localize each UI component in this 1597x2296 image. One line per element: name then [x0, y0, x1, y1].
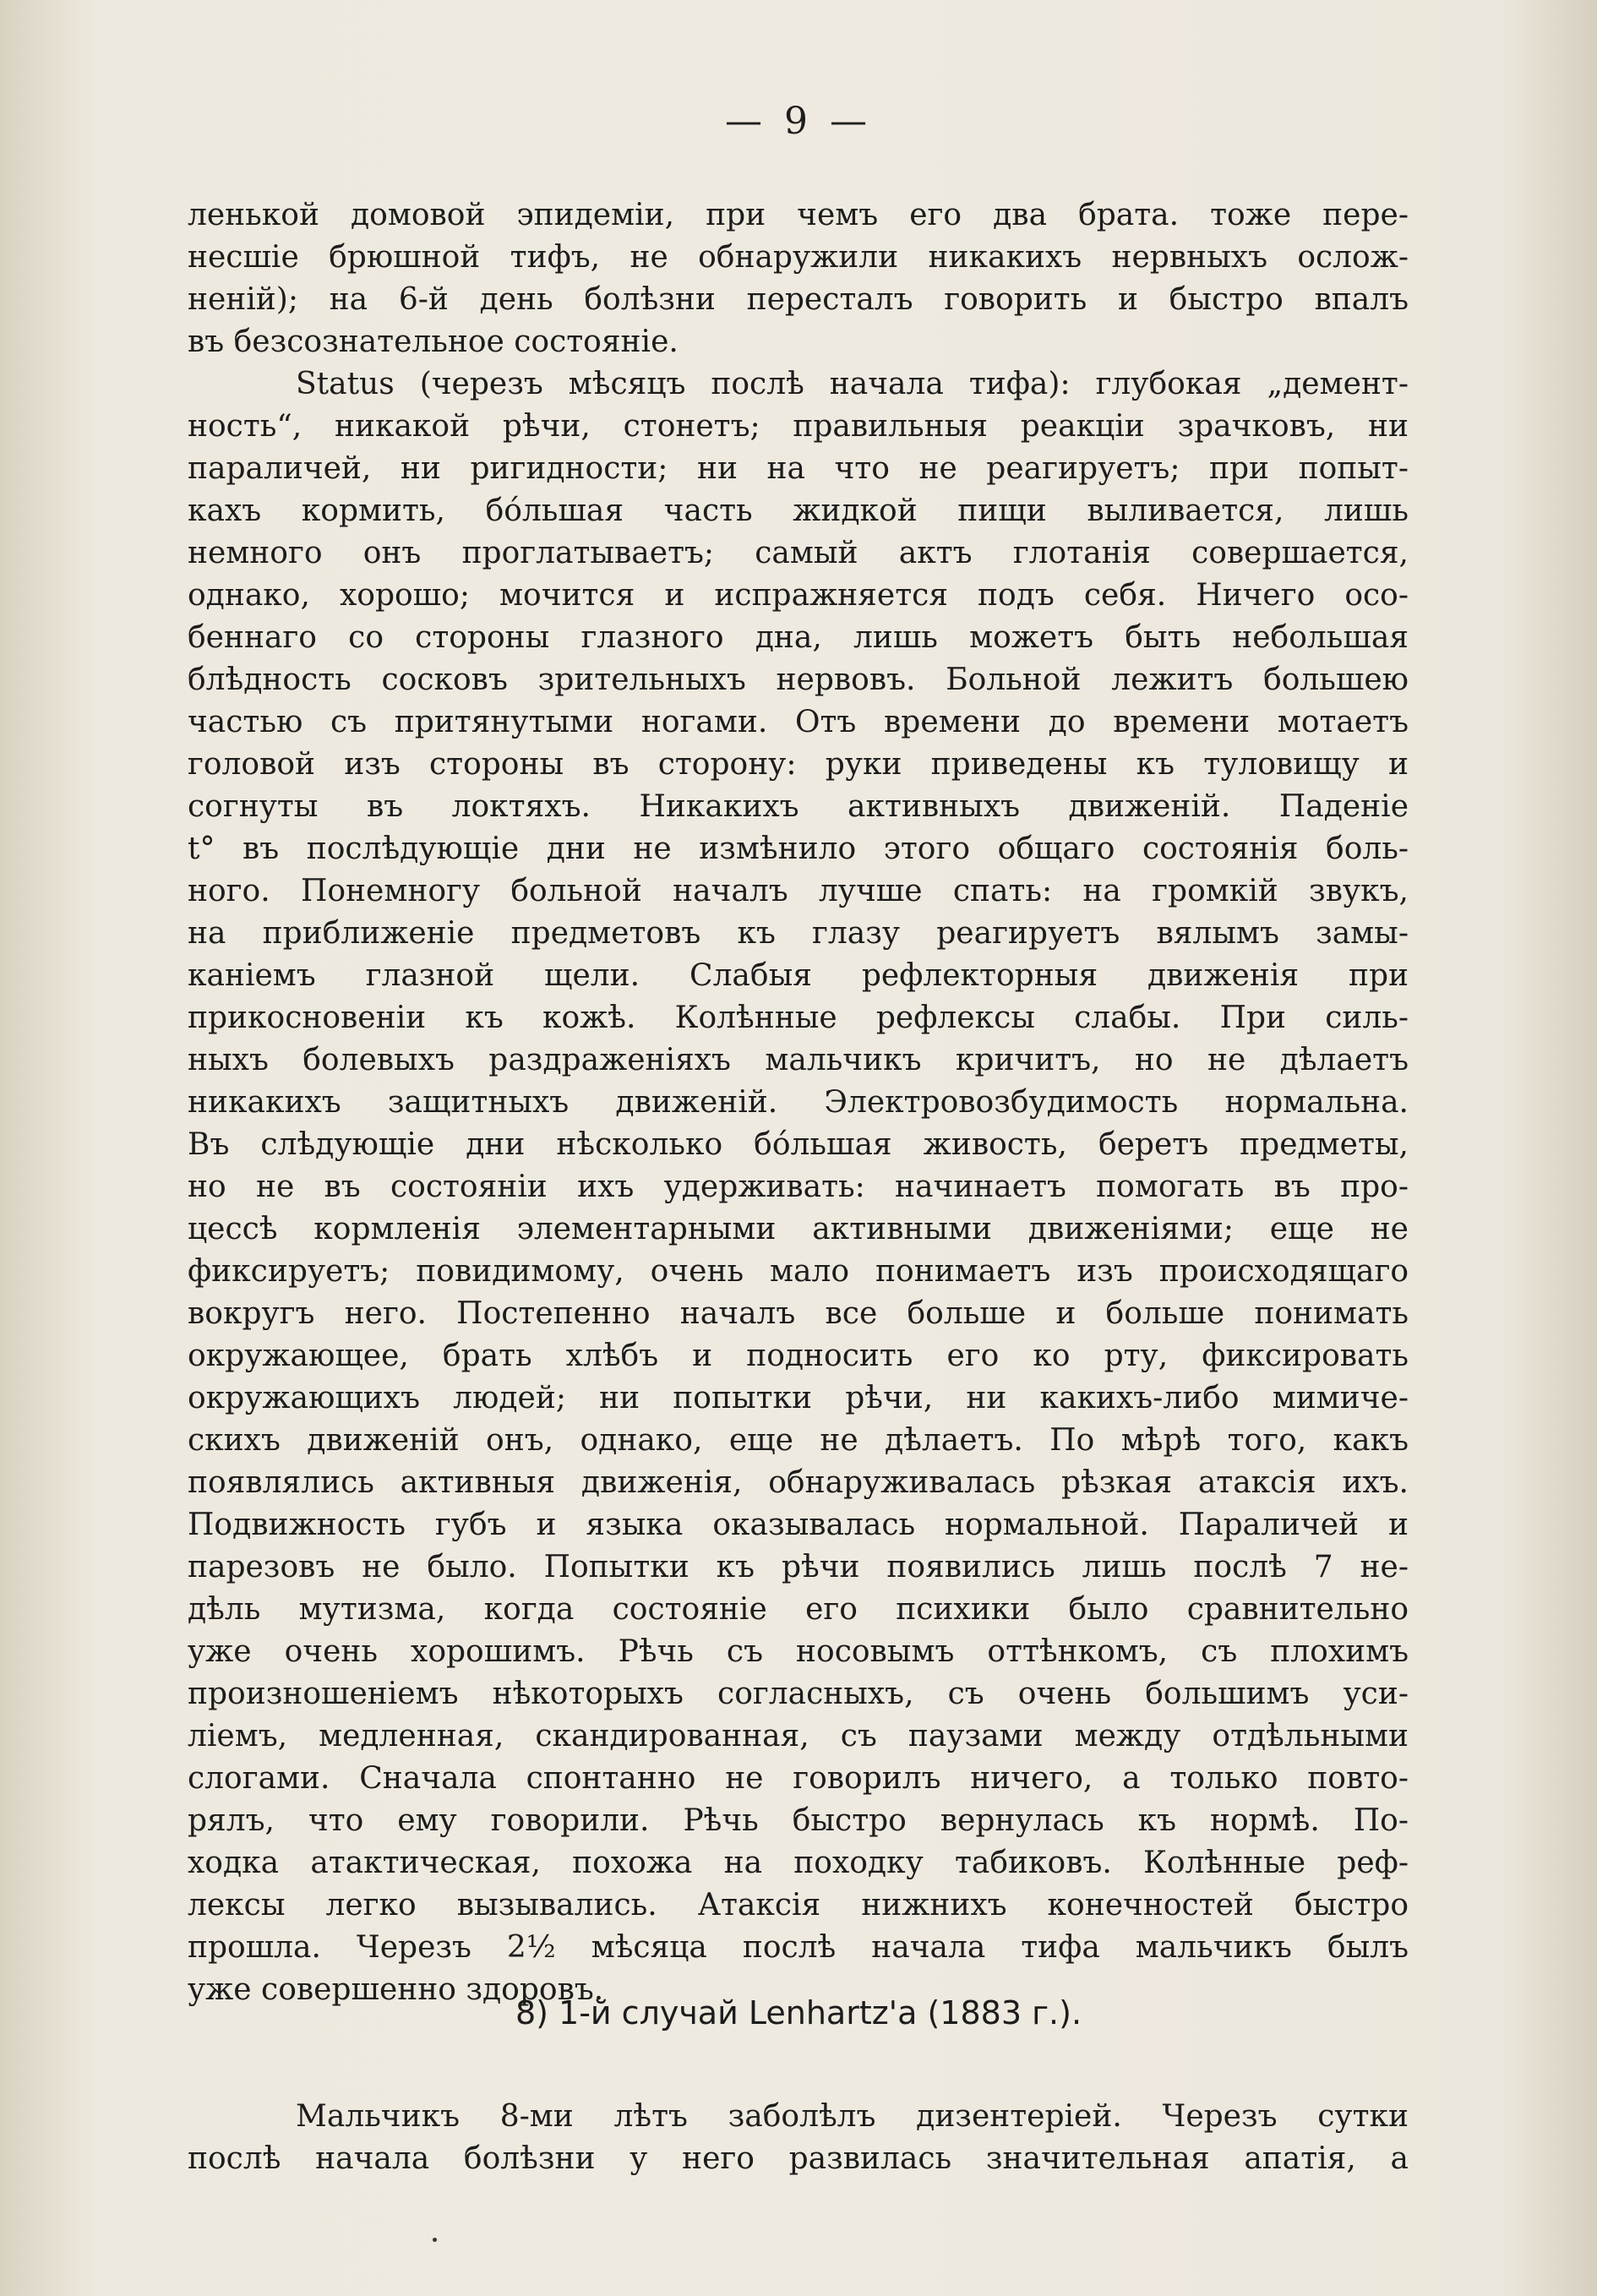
text-line: слогами. Сначала спонтанно не говорилъ ничего, а только повто- [188, 1761, 1409, 1796]
text-line: лексы легко вызывались. Атаксія нижнихъ конечностей быстро [188, 1888, 1409, 1922]
text-line: парезовъ не было. Попытки къ рѣчи появились лишь послѣ 7 не- [188, 1550, 1409, 1584]
text-line: неній); на 6-й день болѣзни пересталъ говорить и быстро впалъ [188, 282, 1409, 317]
text-line: скихъ движеній онъ, однако, еще не дѣлаетъ. По мѣрѣ того, какъ [188, 1423, 1409, 1458]
text-line: на приближеніе предметовъ къ глазу реагируетъ вялымъ замы- [188, 916, 1409, 951]
text-line: появлялись активныя движенія, обнаруживалась рѣзкая атаксія ихъ. [188, 1465, 1409, 1500]
paragraph-case-8 [188, 2096, 1409, 2180]
text-line: t° въ послѣдующіе дни не измѣнило этого общаго состоянія боль- [188, 832, 1409, 866]
text-line: цессѣ кормленія элементарными активными движеніями; еще не [188, 1212, 1409, 1246]
text-line: уже совершенно здоровъ. [188, 1972, 604, 2007]
print-speck [433, 2238, 437, 2242]
text-line: кахъ кормить, бо́льшая часть жидкой пищи выливается, лишь [188, 494, 1409, 528]
text-line: блѣдность сосковъ зрительныхъ нервовъ. Больной лежитъ большею [188, 663, 1409, 697]
text-line: ленькой домовой эпидеміи, при чемъ его два брата. тоже пере- [188, 198, 1409, 232]
text-line: прикосновеніи къ кожѣ. Колѣнные рефлексы слабы. При силь- [188, 1001, 1409, 1035]
page-number: — 9 — [725, 100, 872, 143]
text-line: головой изъ стороны въ сторону: руки приведены къ туловищу и [188, 747, 1409, 782]
text-line: Мальчикъ 8-ми лѣтъ заболѣлъ дизентеріей. Черезъ сутки [296, 2099, 1409, 2134]
text-line: однако, хорошо; мочится и испражняется подъ себя. Ничего осо- [188, 578, 1409, 613]
text-line: несшіе брюшной тифъ, не обнаружили никакихъ нервныхъ ослож- [188, 240, 1409, 275]
text-line: Подвижность губъ и языка оказывалась нормальной. Параличей и [188, 1508, 1409, 1542]
text-line: ліемъ, медленная, скандированная, съ паузами между отдѣльными [188, 1719, 1409, 1753]
text-line: частью съ притянутыми ногами. Отъ времени до времени мотаетъ [188, 705, 1409, 739]
text-line: каніемъ глазной щели. Слабыя рефлекторныя движенія при [188, 958, 1409, 993]
text-line: уже очень хорошимъ. Рѣчь съ носовымъ оттѣнкомъ, съ плохимъ [188, 1634, 1409, 1669]
text-line: ныхъ болевыхъ раздраженіяхъ мальчикъ кричитъ, но не дѣлаетъ [188, 1043, 1409, 1077]
text-line: окружающее, брать хлѣбъ и подносить его ко рту, фиксировать [188, 1339, 1409, 1373]
text-line: произношеніемъ нѣкоторыхъ согласныхъ, съ очень большимъ уси- [188, 1677, 1409, 1711]
text-line: вокругъ него. Постепенно началъ все больше и больше понимать [188, 1296, 1409, 1331]
text-line: параличей, ни ригидности; ни на что не реагируетъ; при попыт- [188, 451, 1409, 486]
text-line: ность“, никакой рѣчи, стонетъ; правильныя реакціи зрачковъ, ни [188, 409, 1409, 444]
text-line: ходка атактическая, похожа на походку табиковъ. Колѣнные реф- [188, 1846, 1409, 1880]
paragraph-status [188, 363, 1409, 2011]
text-line: прошла. Черезъ 2½ мѣсяца послѣ начала тифа мальчикъ былъ [188, 1930, 1409, 1965]
text-line: беннаго со стороны глазного дна, лишь можетъ быть небольшая [188, 620, 1409, 655]
text-line: но не въ состояніи ихъ удерживать: начинаетъ помогать въ про- [188, 1170, 1409, 1204]
text-line: ного. Понемногу больной началъ лучше спать: на громкій звукъ, [188, 874, 1409, 908]
text-line: немного онъ проглатываетъ; самый актъ глотанія совершается, [188, 536, 1409, 570]
text-line: въ безсознательное состояніе. [188, 324, 679, 359]
text-line: послѣ начала болѣзни у него развилась значительная апатія, а [188, 2141, 1409, 2176]
section-heading: 8) 1-й случай Lenhartz'a (1883 г.). [515, 1994, 1082, 2031]
text-line: дѣль мутизма, когда состояніе его психики было сравнительно [188, 1592, 1409, 1627]
text-line: окружающихъ людей; ни попытки рѣчи, ни какихъ-либо мимиче- [188, 1381, 1409, 1415]
text-line: согнуты въ локтяхъ. Никакихъ активныхъ движеній. Паденіе [188, 789, 1409, 824]
text-line: фиксируетъ; повидимому, очень мало понимаетъ изъ происходящаго [188, 1254, 1409, 1289]
text-line: Въ слѣдующіе дни нѣсколько бо́льшая живость, беретъ предметы, [188, 1127, 1409, 1162]
text-line: никакихъ защитныхъ движеній. Электровозбудимость нормальна. [188, 1085, 1409, 1120]
text-line: рялъ, что ему говорили. Рѣчь быстро вернулась къ нормѣ. По- [188, 1803, 1409, 1838]
text-line: Status (черезъ мѣсяцъ послѣ начала тифа): глубокая „демент- [296, 367, 1409, 401]
paragraph-continuation [188, 194, 1409, 363]
